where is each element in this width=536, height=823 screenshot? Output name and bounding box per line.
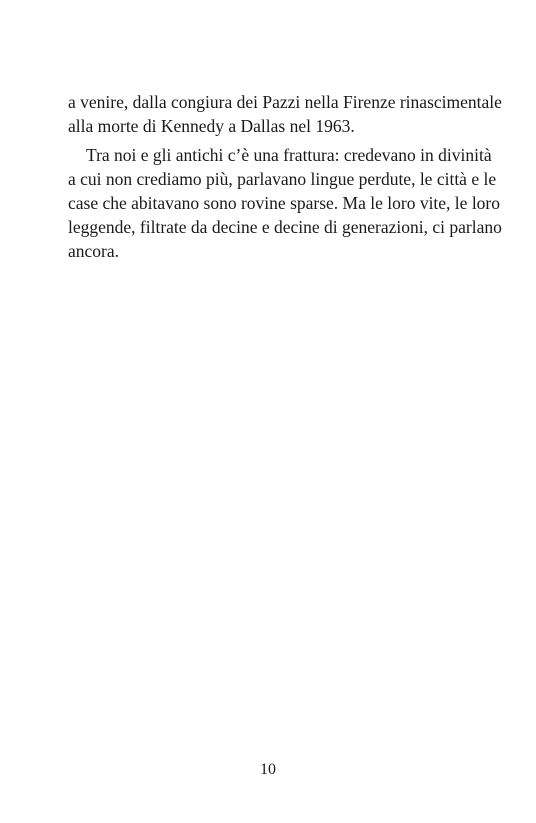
page-body (68, 90, 502, 263)
text-line: a cui non crediamo più, parlavano lingue perdute, le città e le (68, 169, 497, 189)
paragraph-1 (68, 90, 502, 138)
paragraph-2 (68, 143, 502, 263)
text-line: ancora. (68, 241, 120, 261)
text-line: Tra noi e gli antichi c’è una frattura: credevano in divinità (86, 145, 492, 165)
text-line: leggende, filtrate da decine e decine di generazioni, ci parlano (68, 217, 502, 237)
text-line: case che abitavano sono rovine sparse. Ma le loro vite, le loro (68, 193, 501, 213)
text-line: alla morte di Kennedy a Dallas nel 1963. (68, 116, 355, 136)
page-number: 10 (260, 761, 276, 778)
text-line: a venire, dalla congiura dei Pazzi nella Firenze rinascimentale (68, 92, 502, 112)
